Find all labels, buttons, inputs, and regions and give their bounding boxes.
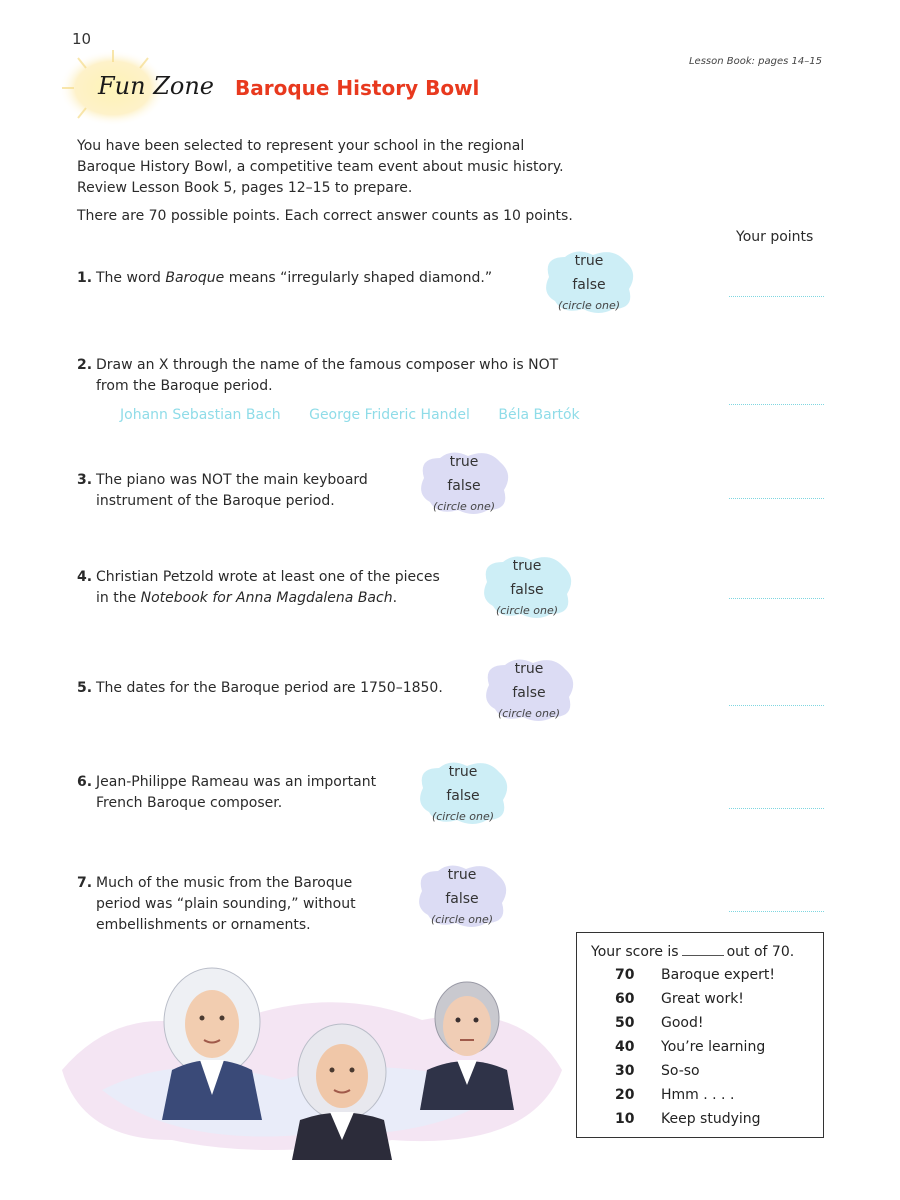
answer-line-3[interactable] bbox=[729, 498, 824, 499]
true-false-choice-5 bbox=[481, 655, 577, 735]
composer-handel[interactable]: George Frideric Handel bbox=[309, 407, 470, 423]
question-2 bbox=[77, 355, 637, 397]
true-false-choice-6 bbox=[415, 758, 511, 838]
true-false-choice-4 bbox=[479, 552, 575, 632]
question-number: 2. bbox=[77, 357, 93, 373]
question-7 bbox=[77, 873, 407, 936]
question-text: Draw an X through the name of the famous composer who is NOT bbox=[96, 357, 559, 373]
circle-one-hint: (circle one) bbox=[430, 913, 494, 926]
points-note: There are 70 possible points. Each correct answer counts as 10 points. bbox=[77, 208, 573, 224]
circle-one-hint: (circle one) bbox=[557, 299, 621, 312]
option-false[interactable]: false bbox=[512, 685, 546, 701]
question-text: Christian Petzold wrote at least one of the pieces bbox=[96, 569, 440, 585]
option-false[interactable]: false bbox=[446, 788, 480, 804]
question-4 bbox=[77, 567, 497, 609]
score-row: 70 Baroque expert! bbox=[615, 967, 776, 983]
bach-portrait bbox=[292, 1024, 392, 1160]
question-text: The piano was NOT the main keyboard bbox=[96, 472, 368, 488]
question-5 bbox=[77, 678, 477, 699]
question-text: French Baroque composer. bbox=[96, 795, 283, 811]
question-text: Much of the music from the Baroque bbox=[96, 875, 353, 891]
question-text: embellishments or ornaments. bbox=[96, 917, 311, 933]
true-false-choice-7 bbox=[414, 861, 510, 941]
question-text: Jean-Philippe Rameau was an important bbox=[96, 774, 377, 790]
question-number: 4. bbox=[77, 569, 93, 585]
your-points-label: Your points bbox=[736, 229, 814, 245]
score-row: 40 You’re learning bbox=[615, 1039, 766, 1055]
question-number: 3. bbox=[77, 472, 93, 488]
option-true[interactable]: true bbox=[574, 253, 604, 269]
page-title: Baroque History Bowl bbox=[235, 76, 480, 100]
answer-line-1[interactable] bbox=[729, 296, 824, 297]
option-true[interactable]: true bbox=[449, 454, 479, 470]
score-row: 60 Great work! bbox=[615, 991, 744, 1007]
page-number: 10 bbox=[72, 30, 92, 48]
composer-bartok[interactable]: Béla Bartók bbox=[498, 407, 580, 423]
composer-list bbox=[120, 407, 604, 423]
option-true[interactable]: true bbox=[447, 867, 477, 883]
true-false-choice-3 bbox=[416, 448, 512, 528]
handel-portrait bbox=[162, 968, 262, 1120]
composer-bach[interactable]: Johann Sebastian Bach bbox=[120, 407, 281, 423]
circle-one-hint: (circle one) bbox=[432, 500, 496, 513]
question-text: The dates for the Baroque period are 1750–1850. bbox=[96, 680, 443, 696]
answer-line-6[interactable] bbox=[729, 808, 824, 809]
composer-portraits-illustration bbox=[62, 960, 562, 1160]
question-3 bbox=[77, 470, 407, 512]
intro-line: You have been selected to represent your school in the regional bbox=[77, 138, 525, 154]
circle-one-hint: (circle one) bbox=[497, 707, 561, 720]
option-true[interactable]: true bbox=[512, 558, 542, 574]
question-1 bbox=[77, 268, 537, 289]
score-heading: Your score is out of 70. bbox=[591, 944, 795, 960]
answer-line-7[interactable] bbox=[729, 911, 824, 912]
true-false-choice-1 bbox=[541, 247, 637, 327]
question-text: from the Baroque period. bbox=[96, 378, 273, 394]
intro-line: Review Lesson Book 5, pages 12–15 to prepare. bbox=[77, 180, 413, 196]
circle-one-hint: (circle one) bbox=[431, 810, 495, 823]
answer-line-4[interactable] bbox=[729, 598, 824, 599]
option-false[interactable]: false bbox=[447, 478, 481, 494]
question-number: 1. bbox=[77, 270, 93, 286]
question-text: period was “plain sounding,” without bbox=[96, 896, 356, 912]
option-false[interactable]: false bbox=[510, 582, 544, 598]
intro-paragraph bbox=[77, 136, 617, 199]
score-row: 30 So-so bbox=[615, 1063, 700, 1079]
score-blank[interactable] bbox=[682, 943, 724, 956]
question-number: 5. bbox=[77, 680, 93, 696]
section-label: Fun Zone bbox=[98, 72, 214, 100]
score-row: 10 Keep studying bbox=[615, 1111, 761, 1127]
question-number: 6. bbox=[77, 774, 93, 790]
question-text: instrument of the Baroque period. bbox=[96, 493, 335, 509]
score-box bbox=[576, 932, 824, 1138]
option-false[interactable]: false bbox=[445, 891, 479, 907]
question-text: in the Notebook for Anna Magdalena Bach. bbox=[96, 590, 398, 606]
question-6 bbox=[77, 772, 407, 814]
answer-line-5[interactable] bbox=[729, 705, 824, 706]
intro-line: Baroque History Bowl, a competitive team event about music history. bbox=[77, 159, 564, 175]
answer-line-2[interactable] bbox=[729, 404, 824, 405]
score-row: 50 Good! bbox=[615, 1015, 704, 1031]
circle-one-hint: (circle one) bbox=[495, 604, 559, 617]
question-number: 7. bbox=[77, 875, 93, 891]
lesson-reference: Lesson Book: pages 14–15 bbox=[688, 56, 822, 67]
option-true[interactable]: true bbox=[514, 661, 544, 677]
question-text: The word Baroque means “irregularly shaped diamond.” bbox=[96, 270, 493, 286]
option-false[interactable]: false bbox=[572, 277, 606, 293]
score-row: 20 Hmm . . . . bbox=[615, 1087, 735, 1103]
option-true[interactable]: true bbox=[448, 764, 478, 780]
